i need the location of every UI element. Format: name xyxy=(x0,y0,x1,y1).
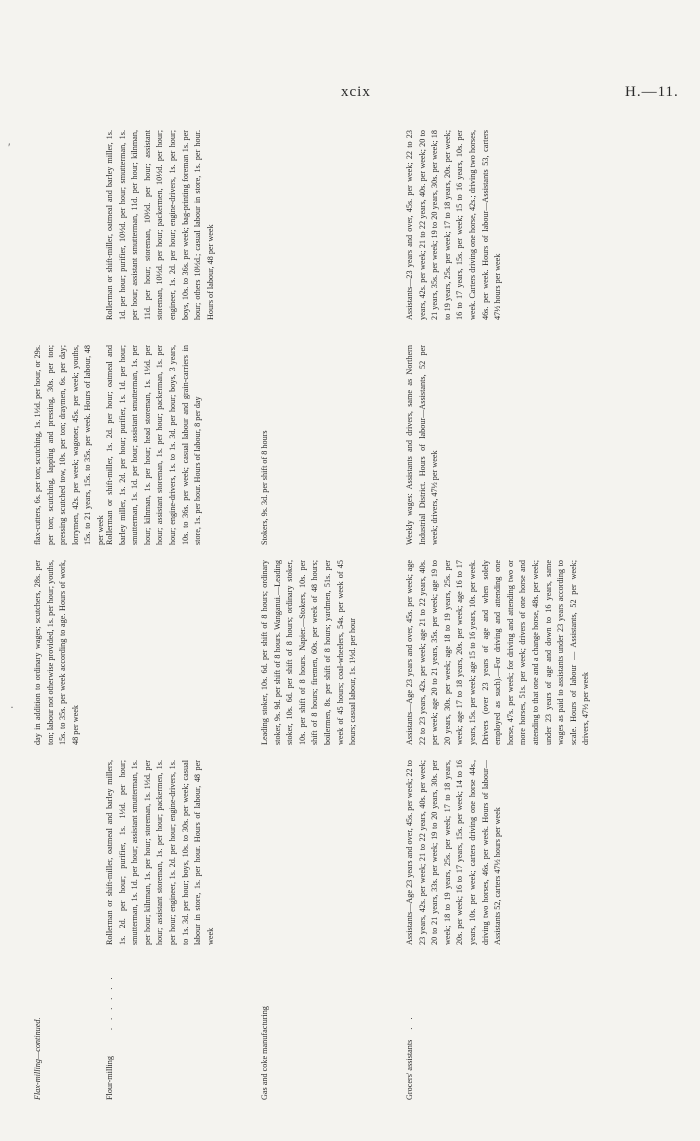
district-2-cell: Assistants—Age 23 years and over, 45s. per week; age 22 to 23 years, 42s. per week; age 21 to 22 years, 40s. per week; age 20 to 21 years, 35s. per week; age 19 to 20 years, 30s. per week; age 18 to 19 years, 25s. per week; age 17 to 18 years, 20s. per week; age 16 to 17 years, 15s. per week; age 15 to 16 years, 10s. per week. Drivers (over 23 years of age and when solely employed as such).—For driving and attending one horse, 47s. per week; for driving and attending two or more horses, 51s. per week; drivers of one horse and attending to that one and a change horse, 48s. per week; under 23 years of age and down to 16 years, same wages as paid to assistants under 23 years according to scale. Hours of labour — Assistants, 52 per week; drivers, 47½ per week xyxy=(405,560,591,745)
district-3-cell: Stokers, 9s. 3d. per shift of 8 hours xyxy=(260,430,269,545)
district-1-cell: Rollerman or shift-miller, oatmeal and barley millers, 1s. 2d. per hour; purifier, 1s. 1½d. per hour; smutterman, 1s. 1d. per hour; assistant smutterman, 1s. per hour; kilnman, 1s. per hour; storeman, 1s. 1½d. per hour; assistant storeman, 1s. per hour; packermen, 1s. per hour; engineer, 1s. 2d. per hour; engine-drivers, 1s. to 1s. 3d. per hour; boys, 10s. to 30s. per week; casual labour in store, 1s. per hour. Hours of labour, 48 per week xyxy=(105,760,215,945)
district-4-cell: Rollerman or shift-miller, oatmeal and barley miller, 1s. 1d. per hour; purifier, 10½d. per hour; smutterman, 1s. per hour; assistant smutterman, 11d. per hour; kilnman, 11d. per hour; storeman, 10½d. per hour; assistant storeman, 10½d. per hour; packermen, 10½d. per hour; engineer, 1s. 2d. per hour; engine-drivers, 1s. per hour; boys, 10s. to 36s. per week; bag-printing foreman 1s. per hour; others 10½d.; casual labour in store, 1s. per hour. Hours of labour, 48 per week xyxy=(105,130,215,320)
wages-table xyxy=(24,60,664,1100)
scan-speck: ′ xyxy=(8,140,11,154)
district-2-cell: Leading stoker, 10s. 6d. per shift of 8 hours; ordinary stoker, 9s. 9d. per shift of 8 hours. Wanganui.—Leading stoker, 10s. 6d. per shift of 8 hours; ordinary stoker, 10s. per shift of 8 hours. Napier.—Stokers, 10s. per shift of 8 hours; firemen, 60s. per week of 48 hours; boilermen, 8s. per shift of 8 hours; yardmen, 51s. per week of 45 hours; coal-wheelers, 54s. per week of 45 hours; casual labour, 1s. 1½d. per hour xyxy=(260,560,358,745)
industry-label: Flour-milling . . . . . . xyxy=(104,950,117,1100)
industry-label: Gas and coke manufacturing xyxy=(260,1006,269,1100)
industry-label: Flax-milling—continued. xyxy=(33,1017,42,1100)
district-1-cell: Assistants—Age 23 years and over, 45s. per week; 22 to 23 years, 42s. per week; 21 to 22 years, 40s. per week; 20 to 21 years, 33s. per week; 19 to 20 years, 30s. per week; 18 to 19 years, 25s. per week; 17 to 18 years, 20s. per week; 16 to 17 years, 15s. per week; 14 to 16 years, 10s. per week; carters driving one horse 44s., driving two horses, 46s. per week. Hours of labour—Assistants 52, carters 47½ hours per week xyxy=(405,760,503,945)
page-number: xcix xyxy=(341,84,371,100)
district-4-cell: Assistants—23 years and over, 45s. per week; 22 to 23 years, 42s. per week; 21 to 22 years, 40s. per week; 20 to 21 years, 35s. per week; 19 to 20 years, 30s. per week; 18 to 19 years, 25s. per week; 17 to 18 years, 20s. per week; 16 to 17 years, 15s. per week; 15 to 16 years, 10s. per week. Carters driving one horse, 42s.; driving two horses, 46s. per week. Hours of labour—Assistants 53, carters 47½ hours per week xyxy=(405,130,503,320)
district-3-cell: Rollerman or shift-miller, 1s. 2d. per hour; oatmeal and barley miller, 1s. 2d. per hour; purifier, 1s. 1d. per hour; smutterman, 1s. 1d. per hour; assistant smutterman, 1s. per hour; kilnman, 1s. per hour; head storeman, 1s. 1½d. per hour; assistant storeman, 1s. per hour; packerman, 1s. per hour; engine-drivers, 1s. to 1s. 3d. per hour; boys, 3 years, 10s. to 36s. per week; casual labour and grain-carriers in store, 1s. per hour. Hours of labour, 8 per day xyxy=(105,345,203,545)
scan-speck: · xyxy=(10,700,14,714)
district-3-cell: Weekly wages: Assistants and drivers, same as Northern Industrial District. Hours of labour—Assistants, 52 per week; drivers, 47½ per week xyxy=(405,345,440,545)
district-3-cell: flax-cutters, 6s. per ton; scutching, 1s. 1½d. per hour, or 29s. per ton; scutching, lapping and pressing, 30s. per ton; pressing scutched tow, 10s. per ton; draymen, 6s. per day; lorrymen, 42s. per week; wagoner, 45s. per week; youths, 15s. to 21 years, 15s. to 35s. per week. Hours of labour, 48 per week xyxy=(33,345,105,545)
ditto-marks: . . . . . . xyxy=(105,974,114,1030)
industry-label: Grocers' assistants . . xyxy=(405,1014,414,1100)
document-reference: H.—11. xyxy=(625,84,679,100)
district-2-cell: day in addition to ordinary wages; scutchers, 28s. per ton; labour not otherwise provided, 1s. per hour; youths, 15s. to 35s. per week according to age. Hours of work, 48 per week xyxy=(33,560,80,745)
